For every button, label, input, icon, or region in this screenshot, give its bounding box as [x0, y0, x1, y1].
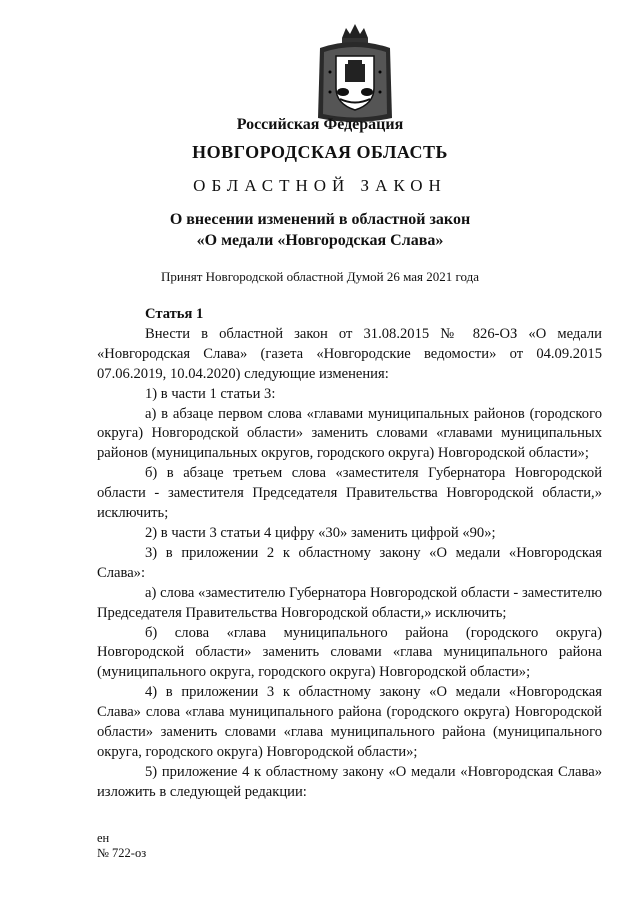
law-title-line2: «О медали «Новгородская Слава» — [196, 232, 444, 249]
article-paragraph: 4) в приложении 3 к областному закону «О медали «Новгородская Слава» слова «глава муниципального района (городского округа) Новгородской области» заменить словами «глава муниципального района (муниципального округа, городского округа) Новгородской области»; — [97, 684, 602, 760]
footer-initials: ен — [97, 831, 110, 845]
article-heading: Статья 1 — [145, 306, 204, 322]
law-title-line1: О внесении изменений в областной закон — [169, 211, 471, 228]
article-paragraph: б) в абзаце третьем слова «заместителя Губернатора Новгородской области - заместителя Председателя Правительства Новгородской области,» исключить; — [97, 465, 602, 522]
adoption-note: Принят Новгородской областной Думой 26 мая 2021 года — [160, 269, 480, 284]
article-paragraph: б) слова «глава муниципального района (городского округа) Новгородской области» заменить словами «глава муниципального района (муниципального округа, городского округа) Новгородской области»; — [97, 624, 602, 681]
article-paragraph: Внести в областной закон от 31.08.2015 № 826-ОЗ «О медали «Новгородская Слава» (газета «Новгородские ведомости» от 04.09.2015 07.06.2019, 10.04.2020) следующие изменения: — [97, 325, 602, 382]
region-name: НОВГОРОДСКАЯ ОБЛАСТЬ — [192, 142, 448, 162]
article-paragraph: а) в абзаце первом слова «главами муниципальных районов (городского округа) Новгородской области» заменить словами «главами муниципальных районов (муниципальных округов, городского округа) Новгородской области»; — [97, 405, 602, 462]
coat-of-arms-icon — [312, 22, 398, 126]
article-paragraph: 2) в части 3 статьи 4 цифру «30» заменить цифрой «90»; — [145, 524, 496, 541]
law-type: ОБЛАСТНОЙ ЗАКОН — [193, 176, 447, 195]
article-paragraph: 5) приложение 4 к областному закону «О медали «Новгородская Слава» изложить в следующей редакции: — [97, 763, 602, 800]
article-paragraph: 3) в приложении 2 к областному закону «О медали «Новгородская Слава»: — [97, 544, 602, 581]
footer-note — [97, 831, 146, 861]
article-paragraph: а) слова «заместителю Губернатора Новгородской области - заместителю Председателя Правительства Новгородской области,» исключить; — [97, 584, 602, 621]
article-body — [97, 305, 602, 803]
document-number: № 722-оз — [97, 846, 147, 860]
country-name: Российская Федерация — [236, 116, 404, 133]
article-paragraph: 1) в части 1 статьи 3: — [145, 385, 276, 402]
